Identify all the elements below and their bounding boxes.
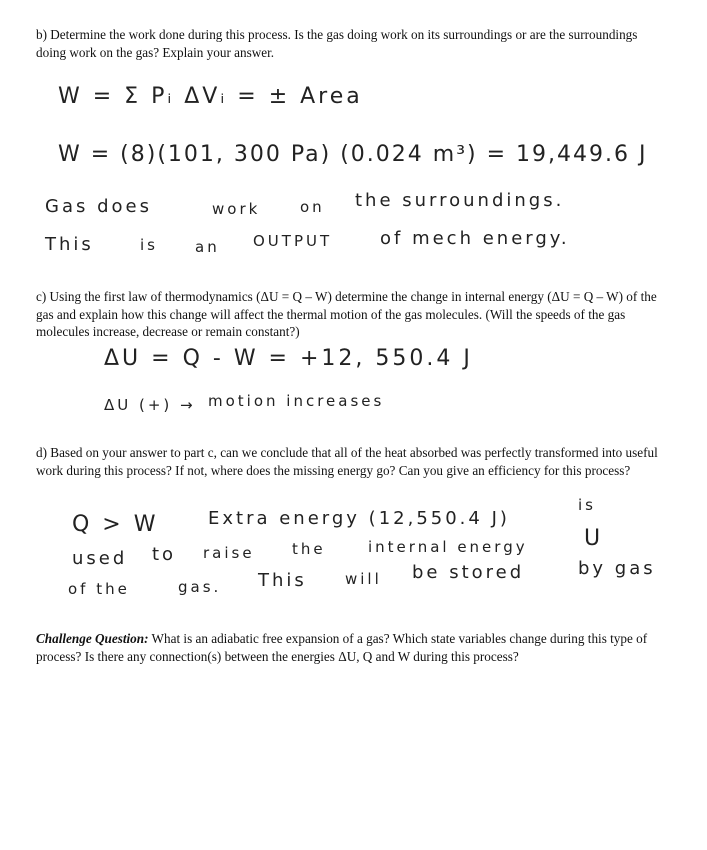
handwritten-b-this: This — [45, 234, 94, 255]
handwritten-d-the: the — [292, 540, 326, 558]
handwritten-b-gas-does: Gas does — [45, 196, 152, 217]
handwritten-d-raise: raise — [203, 544, 255, 562]
handwritten-d-gas: gas. — [178, 578, 222, 596]
handwritten-d-is: is — [578, 496, 596, 514]
handwritten-d-of-the: of the — [68, 580, 130, 598]
handwritten-c-motion-increases: motion increases — [208, 392, 385, 410]
handwritten-b-is: is — [140, 236, 158, 254]
challenge-question — [36, 630, 666, 665]
handwritten-work-calculation: W = (8)(101, 300 Pa) (0.024 m³) = 19,449.6 J — [58, 142, 648, 167]
handwritten-b-work: work — [212, 200, 261, 218]
challenge-text: What is an adiabatic free expansion of a gas? Which state variables change during this type of process? Is there any connection(s) between the energies ΔU, Q and W during this process? — [36, 631, 648, 664]
handwritten-d-q-greater-w: Q > W — [72, 512, 159, 537]
handwritten-d-to: to — [152, 544, 177, 565]
handwritten-d-will: will — [345, 570, 382, 588]
handwritten-d-be-stored: be stored — [412, 562, 525, 583]
handwritten-d-by-gas: by gas — [578, 558, 656, 579]
handwritten-work-formula: W = Σ Pᵢ ΔVᵢ = ± Area — [58, 84, 363, 109]
handwritten-c-delta-u-positive: ΔU (+) → — [104, 396, 196, 414]
handwritten-d-this: This — [258, 570, 307, 591]
handwritten-c-delta-u: ΔU = Q - W = +12, 550.4 J — [104, 346, 473, 371]
challenge-label: Challenge Question: — [36, 631, 149, 646]
handwritten-b-surroundings: the surroundings. — [355, 190, 565, 211]
question-d-text: d) Based on your answer to part c, can we conclude that all of the heat absorbed was perfectly transformed into useful work during this process? If not, where does the missing energy go? Can you give an efficiency for this process? — [36, 445, 658, 478]
handwritten-d-u-symbol: U — [584, 526, 604, 551]
question-b-text: b) Determine the work done during this process. Is the gas doing work on its surroundings or are the surroundings doing work on the gas? Explain your answer. — [36, 27, 638, 60]
handwritten-d-used: used — [72, 548, 128, 569]
question-c-text: c) Using the first law of thermodynamics (ΔU = Q – W) determine the change in internal energy (ΔU = Q – W) of the gas and explain how this change will affect the thermal motion of the gas molecules. (Will the speeds of the gas molecules increase, decrease or remain constant?) — [36, 289, 657, 339]
handwritten-d-internal-energy: internal energy — [368, 538, 528, 556]
handwritten-b-output: OUTPUT — [253, 232, 333, 250]
handwritten-b-mech-energy: of mech energy. — [380, 228, 570, 249]
handwritten-b-on: on — [300, 198, 325, 216]
handwritten-d-extra-energy: Extra energy (12,550.4 J) — [208, 508, 510, 529]
handwritten-b-an: an — [195, 238, 220, 256]
